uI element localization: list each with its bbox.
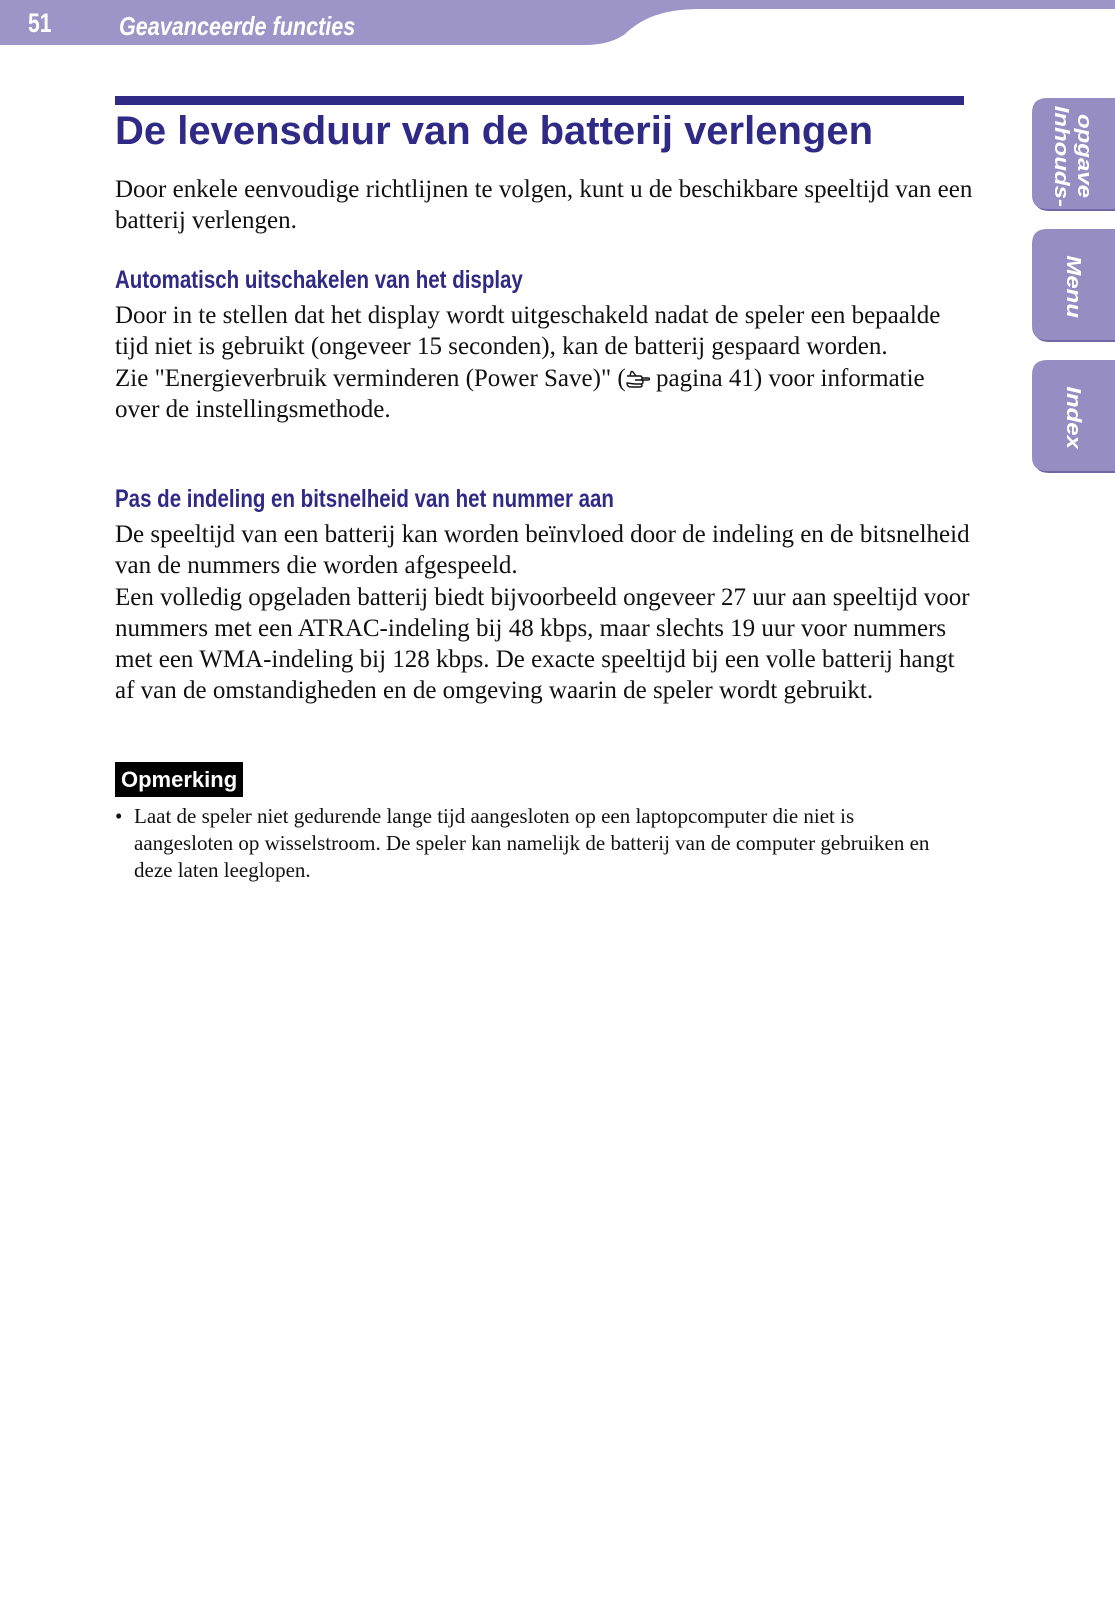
- section-heading-display: Automatisch uitschakelen van het display: [115, 266, 523, 294]
- page-number: 51: [28, 8, 52, 38]
- section-heading-bitrate: Pas de indeling en bitsnelheid van het nummer aan: [115, 485, 614, 513]
- power-save-reference[interactable]: [115, 365, 925, 423]
- tab-index[interactable]: [1031, 359, 1115, 477]
- intro-paragraph: Door enkele eenvoudige richtlijnen te volgen, kunt u de beschikbare speeltijd van een batterij verlengen.: [115, 176, 973, 235]
- page-title: De levensduur van de batterij verlengen: [115, 109, 874, 153]
- display-paragraph: Door in te stellen dat het display wordt uitgeschakeld nadat de speler een bepaalde tijd niet is gebruikt (ongeveer 15 seconden), kan de batterij gespaard worden.: [115, 302, 941, 361]
- bitrate-paragraph-2: Een volledig opgeladen batterij biedt bijvoorbeeld ongeveer 27 uur aan speeltijd voor nummers met een ATRAC-indeling bij 48 kbps, maar slechts 19 uur voor nummers met een WMA-indeling bij 128 kbps. De exacte speeltijd bij een volle batterij hangt af van de omstandigheden en de omgeving waarin de speler wordt gebruikt.: [115, 583, 970, 705]
- tab-index-label-text: Index: [1061, 386, 1085, 450]
- reference-text-before: Zie "Energieverbruik verminderen (Power Save)" (: [115, 364, 626, 392]
- tab-contents-label-line-1: Inhouds-: [1050, 105, 1073, 207]
- pointing-hand-icon: [626, 370, 650, 388]
- page-header: [0, 0, 1115, 46]
- tab-menu[interactable]: [1031, 228, 1115, 346]
- tab-contents-label-line-2: opgave: [1073, 113, 1096, 199]
- tab-contents[interactable]: [1031, 97, 1115, 215]
- title-rule: [115, 96, 964, 105]
- tab-contents-label: [1031, 97, 1115, 215]
- note-item-text: Laat de speler niet gedurende lange tijd aangesloten op een laptopcomputer die niet is aangesloten op wisselstroom. De speler kan namelijk de batterij van de computer gebruiken en deze laten leeglopen.: [134, 804, 930, 882]
- section-title: Geavanceerde functies: [119, 11, 356, 41]
- note-item: [115, 803, 935, 884]
- reference-text-after: pagina 41) voor informatie over de instellingsmethode.: [115, 364, 925, 423]
- section-body-display: [115, 300, 975, 425]
- note-badge: Opmerking: [115, 762, 243, 797]
- note-list: [115, 803, 935, 884]
- bitrate-paragraph-1: De speeltijd van een batterij kan worden beïnvloed door de indeling en de bitsnelheid van de nummers die worden afgespeeld.: [115, 521, 970, 580]
- section-body-bitrate: [115, 519, 975, 707]
- tab-menu-label: [1031, 228, 1115, 346]
- tab-menu-label-text: Menu: [1061, 255, 1085, 319]
- tab-index-label: [1031, 359, 1115, 477]
- bullet-icon: •: [115, 804, 123, 828]
